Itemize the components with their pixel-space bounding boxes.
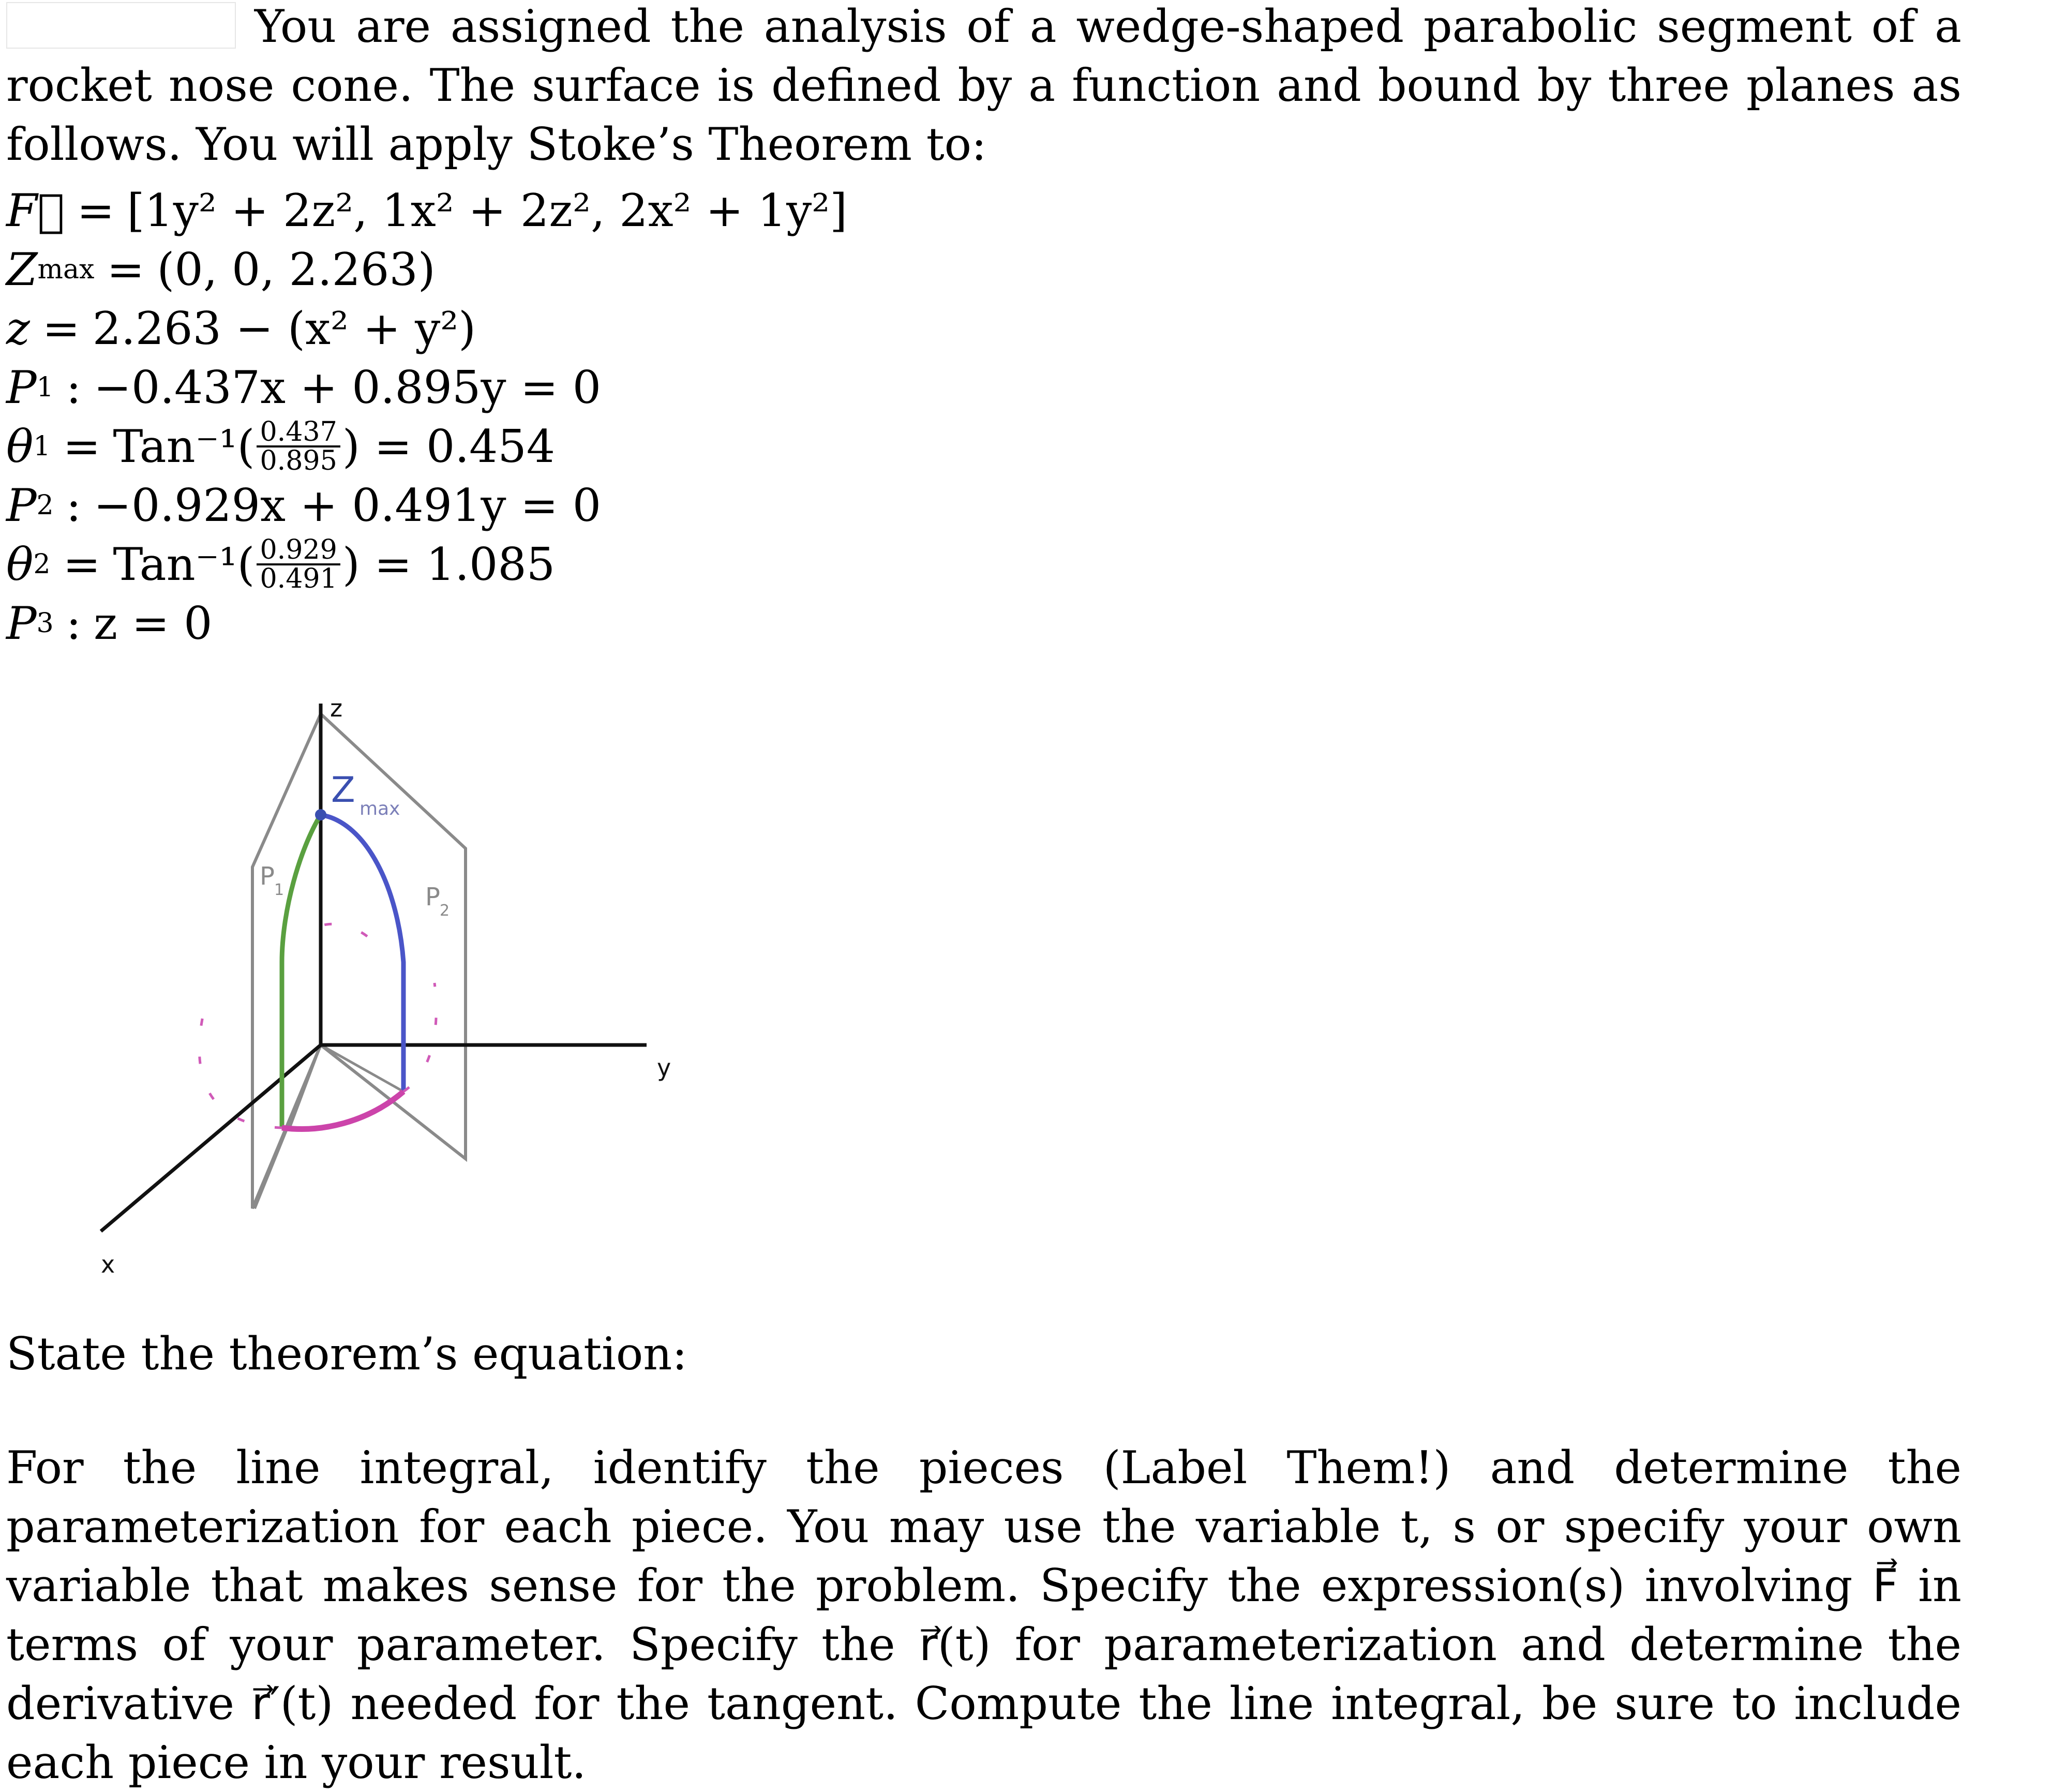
zmax-label: Z <box>331 770 355 811</box>
equation-theta-2 <box>6 535 937 594</box>
fraction <box>257 416 340 476</box>
fraction <box>257 536 340 592</box>
equation-lhs: P <box>6 479 37 532</box>
equation-lhs-sub: 1 <box>33 431 51 462</box>
equation-rhs: −0.929x + 0.491y = 0 <box>94 479 602 532</box>
equation-rhs: z = 0 <box>94 597 213 650</box>
equation-lhs: θ <box>6 420 34 473</box>
equation-rhs: [1y² + 2z², 1x² + 2z², 2x² + 1y²] <box>127 184 848 237</box>
equation-rhs-post: ) = 1.085 <box>342 538 556 591</box>
wedge-diagram-svg <box>78 693 698 1314</box>
equation-rel: = <box>107 243 145 296</box>
equation-lhs-sub: max <box>37 254 95 285</box>
equation-block <box>6 181 937 653</box>
equation-lhs: z <box>6 302 30 355</box>
equation-surface <box>6 299 937 358</box>
plane-base-edge <box>321 1045 403 1092</box>
equation-lhs: P <box>6 361 37 414</box>
fraction-numerator: 0.929 <box>257 536 340 565</box>
equation-rel: : <box>66 361 82 414</box>
equation-lhs-sub: 2 <box>33 549 51 580</box>
question-line-integral: For the line integral, identify the pieces (Label Them!) and determine the parameterization for each piece. You may use the variable t, s or specify your own variable that makes sense for the problem. Specify the expression(s) involving F⃗ in terms of your parameter. Specify the r⃗(t) for parameterization and determine the derivative r⃗′(t) needed for the tangent. Compute the line integral, be sure to include each piece in your result. <box>6 1441 1961 1789</box>
equation-plane-3 <box>6 594 937 653</box>
plane-p2-sub-label: 2 <box>440 902 450 920</box>
equation-theta-1 <box>6 417 937 476</box>
curve-p2 <box>321 815 403 1092</box>
fraction-denominator: 0.491 <box>260 563 337 594</box>
equation-lhs: θ <box>6 538 34 591</box>
axis-y-label: y <box>657 1054 671 1082</box>
zmax-sub-label: max <box>360 798 400 819</box>
equation-lhs: Z <box>6 243 38 296</box>
equation-lhs-sub: 3 <box>36 608 54 639</box>
plane-p1-label: P <box>260 862 275 891</box>
question-theorem: State the theorem’s equation: <box>6 1327 687 1380</box>
equation-lhs: P <box>6 597 37 650</box>
intro-paragraph: You are assigned the analysis of a wedge-shaped parabolic segment of a rocket nose cone. The surface is defined by a function and bound by three planes as follows. You will apply Stoke’s Theorem to: <box>6 0 1961 171</box>
equation-lhs: F⃗ <box>6 184 65 237</box>
equation-lhs-sub: 1 <box>36 372 54 403</box>
wedge-diagram <box>78 693 698 1314</box>
equation-rhs-pre: Tan⁻¹( <box>113 420 255 473</box>
axis-z-label: z <box>330 694 343 722</box>
curve-p1 <box>282 815 321 1128</box>
equation-rel: : <box>66 597 82 650</box>
equation-plane-2 <box>6 476 937 535</box>
zmax-point <box>315 809 326 820</box>
equation-zmax <box>6 240 937 299</box>
equation-plane-1 <box>6 358 937 417</box>
equation-rel: = <box>42 302 80 355</box>
equation-rhs: 2.263 − (x² + y²) <box>92 302 476 355</box>
axis-x-label: x <box>101 1250 115 1278</box>
plane-p1-sub-label: 1 <box>274 881 284 899</box>
fraction-numerator: 0.437 <box>257 419 340 447</box>
equation-rel: = <box>63 420 101 473</box>
equation-lhs-sub: 2 <box>36 490 54 521</box>
equation-rel: : <box>66 479 82 532</box>
equation-rhs: −0.437x + 0.895y = 0 <box>94 361 602 414</box>
plane-p1 <box>252 714 321 1208</box>
plane-p2-label: P <box>425 883 440 912</box>
x-axis <box>101 1045 321 1231</box>
equation-field <box>6 181 937 240</box>
equation-rhs: (0, 0, 2.263) <box>157 243 436 296</box>
equation-rhs-pre: Tan⁻¹( <box>113 538 255 591</box>
equation-rel: = <box>77 184 115 237</box>
equation-rhs-post: ) = 0.454 <box>342 420 556 473</box>
equation-rel: = <box>63 538 101 591</box>
fraction-denominator: 0.895 <box>260 445 337 476</box>
